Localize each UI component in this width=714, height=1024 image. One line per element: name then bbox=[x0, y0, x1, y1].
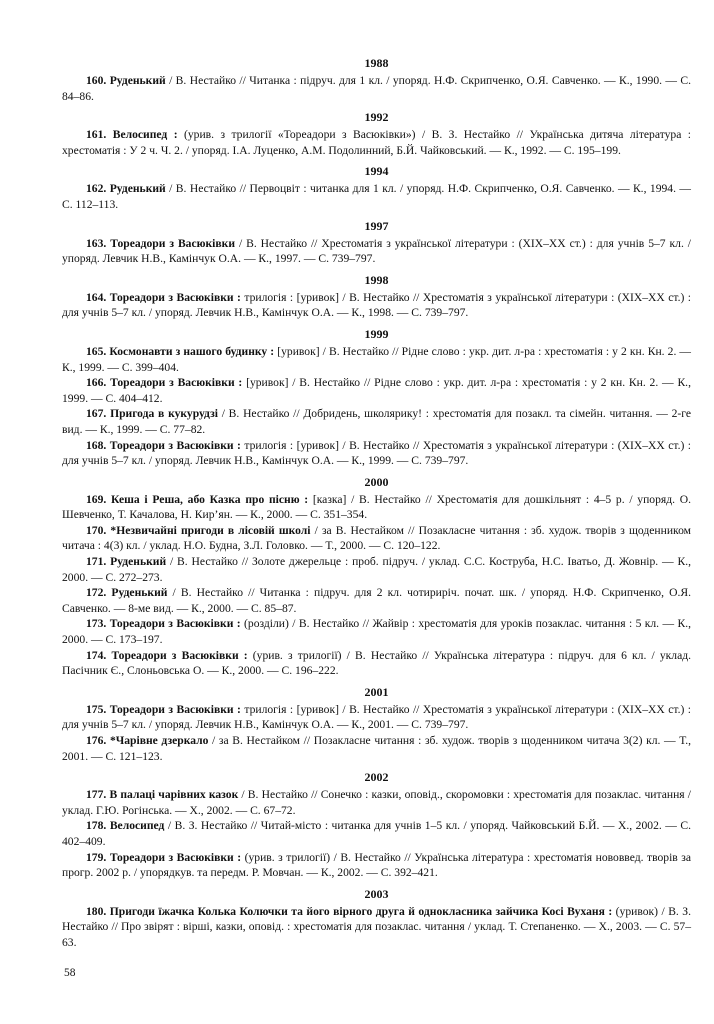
entry-title: *Незвичайні пригоди в лісовій школі bbox=[110, 523, 311, 537]
entry-title: В палаці чарівних казок bbox=[109, 788, 239, 802]
bibliography-entry bbox=[62, 344, 691, 375]
entry-description: трилогія : [уривок] / В. Нестайко // Хрестоматія з української літератури : (XIX–XX ст.) : для учнів 5–7 кл. / упоряд. Левчик Н.В., Камінчук О.А. — К., 2001. — С. 739–797. bbox=[62, 702, 692, 732]
entry-description: (урив. з трилогії «Тореадори з Васюківки») / В. З. Нестайко // Українська дитяча література : хрестоматія : У 2 ч. Ч. 2. / упоряд. І.А. Луценко, А.М. Подолинний, Б.Й. Чайковський. — К., 1992. — С. 195–199. bbox=[62, 128, 692, 157]
bibliography-entry bbox=[62, 236, 691, 267]
entry-title: Тореадори з Васюківки : bbox=[109, 850, 242, 864]
entry-description: (розділи) / В. Нестайко // Жайвір : хрестоматія для уроків позаклас. читання : 5 кл. — К., 2000. — С. 173–197. bbox=[62, 617, 691, 647]
entry-title: Пригоди їжачка Колька Колючки та його вірного друга й однокласника зайчика Косі Вуханя : bbox=[109, 904, 613, 918]
bibliography-entry bbox=[62, 616, 691, 647]
page-number: 58 bbox=[64, 967, 76, 979]
entry-description: / В. Нестайко // Читанка : підруч. для 2 кл. чотириріч. почат. шк. / упоряд. Н.Ф. Скрипченко, О.Я. Савченко. — 8-ме вид. — К., 2000. — С. 85–87. bbox=[62, 586, 691, 615]
entry-title: Кеша і Реша, або Казка про пісню : bbox=[111, 492, 309, 506]
entry-title: Велосипед bbox=[109, 819, 165, 833]
entry-number: 175. bbox=[86, 702, 107, 716]
entry-title: Руденький bbox=[109, 74, 166, 87]
entry-title: Тореадори з Васюківки : bbox=[109, 617, 241, 631]
entry-number: 177. bbox=[86, 788, 107, 802]
entry-title: Космонавти з нашого будинку : bbox=[109, 344, 275, 358]
entry-description: (урив. з трилогії) / В. Нестайко // Українська література : хрестоматія нововвед. творів за прогр. 2002 р. / упорядкув. та передм. Р. Мовчан. — К., 2002. — С. 392–421. bbox=[62, 850, 691, 880]
entry-number: 166. bbox=[86, 376, 107, 390]
entry-description: трилогія : [уривок] / В. Нестайко // Хрестоматія з української літератури : (XIX–XX ст.) : для учнів 5–7 кл. / упоряд. Левчик Н.В., Камінчук О.А. — К., 1999. — С. 739–797. bbox=[62, 438, 692, 468]
entry-description: трилогія : [уривок] / В. Нестайко // Хрестоматія з української літератури : (XIX–XX ст.) : для учнів 5–7 кл. / упоряд. Левчик Н.В., Камінчук О.А. — К., 1998. — С. 739–797. bbox=[62, 290, 692, 320]
bibliography-entry bbox=[62, 733, 691, 764]
year-heading: 1988 bbox=[364, 56, 389, 70]
entry-number: 171. bbox=[86, 555, 107, 569]
bibliography-page bbox=[62, 56, 691, 951]
entry-number: 161. bbox=[86, 128, 107, 142]
entry-description: [уривок] / В. Нестайко // Рідне слово : укр. дит. л-ра : хрестоматія : у 2 кн. Кн. 2. — К., 1999. — С. 404–412. bbox=[62, 376, 691, 405]
year-heading: 1992 bbox=[364, 110, 389, 125]
entry-description: [уривок] / В. Нестайко // Рідне слово : укр. дит. л-ра : хрестоматія : у 2 кн. Кн. 2. — К., 1999. — С. 399–404. bbox=[62, 344, 692, 374]
bibliography-entry bbox=[62, 73, 691, 104]
bibliography-entry bbox=[62, 554, 691, 585]
bibliography-entry bbox=[62, 850, 691, 881]
bibliography-entry bbox=[62, 127, 691, 158]
bibliography-entry bbox=[62, 438, 691, 469]
entry-title: Тореадори з Васюківки : bbox=[111, 648, 248, 662]
entry-title: Пригода в кукурудзі bbox=[110, 407, 218, 421]
entry-number: 164. bbox=[86, 290, 107, 304]
bibliography-entry bbox=[62, 290, 691, 321]
entry-number: 174. bbox=[86, 648, 107, 662]
entry-description: / за В. Нестайком // Позакласне читання : зб. худож. творів з щоденником читача : 4(3) кл. / уклад. Н.О. Будна, З.Л. Головко. — Т., 2000. — С. 120–122. bbox=[62, 523, 691, 553]
entry-description: / В. Нестайко // Золоте джерельце : проб. підруч. / уклад. С.С. Коструба, Н.С. Іватьо, Д. Жовнір. — К., 2000. — С. 272–273. bbox=[62, 555, 691, 584]
entry-title: *Чарівне дзеркало bbox=[109, 734, 209, 747]
entry-number: 179. bbox=[86, 850, 107, 864]
entry-number: 180. bbox=[86, 904, 107, 918]
year-heading: 1999 bbox=[364, 326, 389, 341]
entry-description: / В. З. Нестайко // Читай-місто : читанка для учнів 1–5 кл. / упоряд. Чайковський Б.Й. — Х., 2002. — С. 402–409. bbox=[62, 819, 691, 848]
entry-description: [казка] / В. Нестайко // Хрестоматія для дошкільнят : 4–5 р. / упоряд. О. Шевченко, Т. Качалова, Н. Кир’ян. — К., 2000. — С. 351–354. bbox=[62, 492, 691, 522]
bibliography-entry bbox=[62, 787, 691, 818]
entry-description: (уривок) / В. З. Нестайко // Про звірят : вірші, казки, оповід. : хрестоматія для позаклас. читання / уклад. Т. Степаненко. — Х., 2003. — С. 57–63. bbox=[62, 904, 691, 949]
year-heading: 2003 bbox=[364, 886, 389, 901]
entry-title: Тореадори з Васюківки : bbox=[110, 376, 243, 390]
entry-number: 165. bbox=[86, 344, 107, 358]
bibliography-entry bbox=[62, 818, 691, 849]
year-heading: 2001 bbox=[364, 684, 389, 699]
entry-title: Тореадори з Васюківки : bbox=[109, 438, 241, 452]
entry-description: / В. Нестайко // Добридень, школярику! : хрестоматія для позакл. та сімейн. читання. — 2-ге вид. — К., 1999. — С. 77–82. bbox=[62, 407, 691, 436]
entry-title: Руденький bbox=[109, 182, 166, 196]
entry-description: / В. Нестайко // Хрестоматія з української літератури : (XIX–XX ст.) : для учнів 5–7 кл. / упоряд. Левчик Н.В., Камінчук О.А. — К., 1997. — С. 739–797. bbox=[62, 236, 691, 266]
bibliography-entry bbox=[62, 585, 691, 616]
bibliography-entry bbox=[62, 648, 691, 679]
entry-description: / В. Нестайко // Читанка : підруч. для 1 кл. / упоряд. Н.Ф. Скрипченко, О.Я. Савченко. — К., 1990. — С. 84–86. bbox=[62, 74, 691, 103]
entry-title: Тореадори з Васюківки bbox=[110, 236, 236, 250]
entry-number: 170. bbox=[86, 523, 107, 537]
entry-description: / В. Нестайко // Сонечко : казки, оповід., скоромовки : хрестоматія для позаклас. читання / уклад. Г.Ю. Рогінська. — Х., 2002. — С. 67–72. bbox=[62, 788, 691, 817]
bibliography-entry bbox=[62, 702, 691, 733]
entry-title: Руденький bbox=[110, 555, 167, 569]
entry-title: Велосипед : bbox=[112, 128, 178, 142]
entry-description: (урив. з трилогії) / В. Нестайко // Українська література : підруч. для 6 кл. / уклад. Пасічник Є., Слоньовська О. — К., 2000. — С. 196–222. bbox=[62, 648, 692, 678]
entry-title: Тореадори з Васюківки : bbox=[109, 290, 241, 304]
entry-number: 172. bbox=[86, 586, 107, 600]
entry-description: / В. Нестайко // Первоцвіт : читанка для 1 кл. / упоряд. Н.Ф. Скрипченко, О.Я. Савченко. — К., 1994. — С. 112–113. bbox=[62, 182, 691, 211]
entry-number: 176. bbox=[86, 734, 107, 747]
entry-number: 168. bbox=[86, 438, 107, 452]
bibliography-entry bbox=[62, 181, 691, 212]
entry-description: / за В. Нестайком // Позакласне читання : зб. худож. творів з щоденником читача 3(2) кл. — Т., 2001. — С. 121–123. bbox=[62, 734, 691, 763]
entry-number: 163. bbox=[86, 236, 107, 250]
entry-number: 173. bbox=[86, 617, 107, 631]
entry-title: Руденький bbox=[111, 586, 168, 600]
entry-number: 160. bbox=[86, 74, 107, 87]
bibliography-entry bbox=[62, 523, 691, 554]
entry-number: 169. bbox=[86, 492, 107, 506]
year-heading: 2002 bbox=[364, 770, 389, 785]
bibliography-entry bbox=[62, 904, 691, 951]
entry-number: 167. bbox=[86, 407, 107, 421]
bibliography-entry bbox=[62, 492, 691, 523]
bibliography-entry bbox=[62, 375, 691, 406]
entry-title: Тореадори з Васюківки : bbox=[109, 702, 241, 716]
year-heading: 1997 bbox=[364, 218, 389, 233]
year-heading: 1994 bbox=[364, 164, 389, 179]
year-heading: 1998 bbox=[364, 272, 389, 287]
entry-number: 178. bbox=[86, 819, 107, 833]
bibliography-entry bbox=[62, 406, 691, 437]
year-heading: 2000 bbox=[364, 474, 389, 489]
entry-number: 162. bbox=[86, 182, 107, 196]
